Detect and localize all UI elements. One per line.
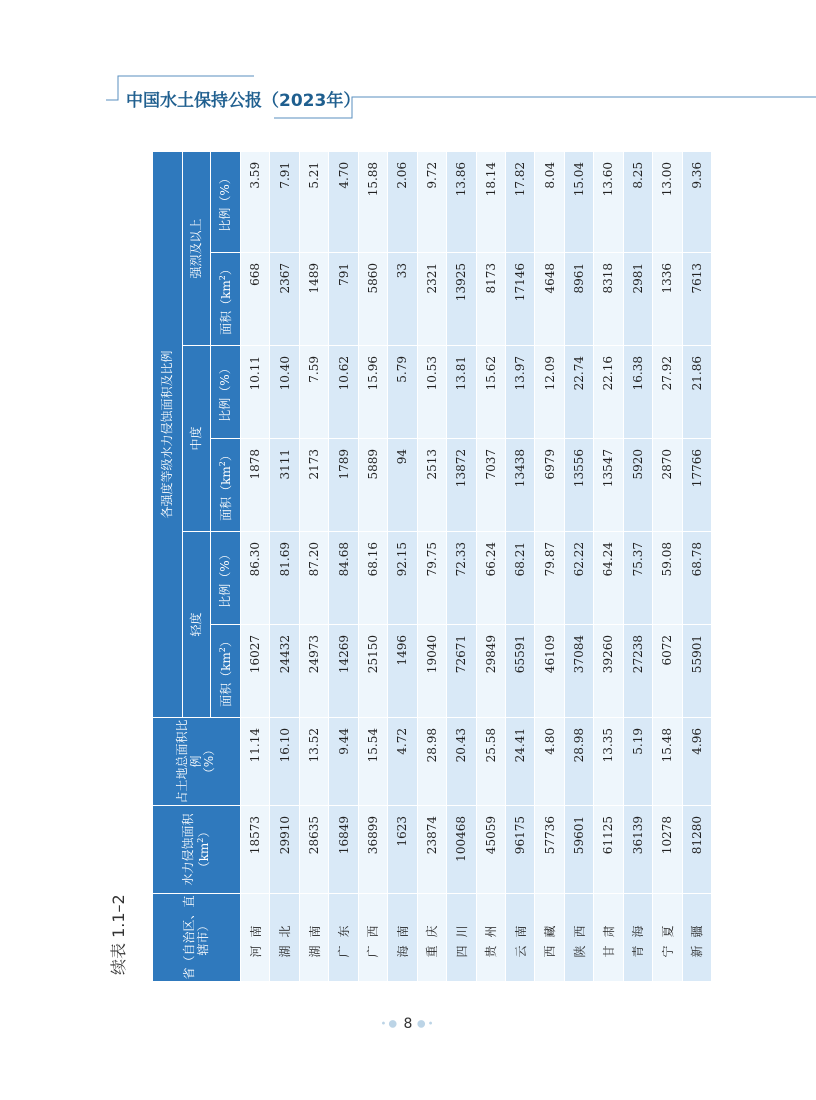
cell-value: 17766 <box>682 439 711 532</box>
table-row <box>241 151 270 981</box>
cell-value: 16.10 <box>270 718 299 806</box>
cell-value: 55901 <box>682 625 711 718</box>
cell-value: 12.09 <box>535 346 564 439</box>
cell-value: 8961 <box>564 253 593 346</box>
table-row <box>682 151 711 981</box>
cell-value: 17146 <box>505 253 534 346</box>
cell-value: 20.43 <box>447 718 476 806</box>
cell-value: 2173 <box>299 439 328 532</box>
cell-value: 45059 <box>476 806 505 894</box>
cell-value: 13.97 <box>505 346 534 439</box>
cell-value: 25.58 <box>476 718 505 806</box>
cell-value: 15.88 <box>358 151 387 252</box>
cell-value: 5860 <box>358 253 387 346</box>
header-area: 水力侵蚀面积 $(km^2)$ <box>153 806 241 894</box>
cell-value: 68.78 <box>682 532 711 625</box>
header-ratio: 占土地总面积比例 （%） <box>153 718 241 806</box>
cell-value: 57736 <box>535 806 564 894</box>
cell-value: 4.72 <box>388 718 417 806</box>
cell-value: 68.21 <box>505 532 534 625</box>
cell-value: 64.24 <box>594 532 623 625</box>
cell-value: 7.91 <box>270 151 299 252</box>
cell-value: 24.41 <box>505 718 534 806</box>
cell-value: 22.74 <box>564 346 593 439</box>
cell-value: 1623 <box>388 806 417 894</box>
cell-value: 15.62 <box>476 346 505 439</box>
cell-value: 18.14 <box>476 151 505 252</box>
header-grade-light: 轻度 <box>183 532 211 718</box>
cell-value: 72671 <box>447 625 476 718</box>
cell-value: 1496 <box>388 625 417 718</box>
cell-value: 86.30 <box>241 532 270 625</box>
cell-value: 100468 <box>447 806 476 894</box>
cell-value: 29849 <box>476 625 505 718</box>
cell-value: 28635 <box>299 806 328 894</box>
cell-value: 33 <box>388 253 417 346</box>
cell-value: 15.48 <box>653 718 682 806</box>
cell-region: 海南 <box>388 894 417 982</box>
subheader-area: 面积$(km^2)$ <box>211 625 241 718</box>
cell-value: 10.53 <box>417 346 446 439</box>
cell-value: 17.82 <box>505 151 534 252</box>
cell-value: 62.22 <box>564 532 593 625</box>
cell-value: 27238 <box>623 625 652 718</box>
cell-value: 19040 <box>417 625 446 718</box>
cell-value: 59601 <box>564 806 593 894</box>
header-region: 省（自治区、直辖市） <box>153 894 241 982</box>
cell-value: 15.96 <box>358 346 387 439</box>
cell-value: 27.92 <box>653 346 682 439</box>
cell-value: 5889 <box>358 439 387 532</box>
cell-value: 7.59 <box>299 346 328 439</box>
cell-value: 28.98 <box>564 718 593 806</box>
table-row <box>358 151 387 981</box>
table-row <box>564 151 593 981</box>
cell-value: 13.52 <box>299 718 328 806</box>
cell-value: 8318 <box>594 253 623 346</box>
page-number: 8 <box>403 1016 413 1032</box>
cell-value: 36139 <box>623 806 652 894</box>
cell-value: 46109 <box>535 625 564 718</box>
cell-value: 3111 <box>270 439 299 532</box>
cell-value: 15.04 <box>564 151 593 252</box>
cell-value: 13547 <box>594 439 623 532</box>
cell-value: 25150 <box>358 625 387 718</box>
cell-value: 29910 <box>270 806 299 894</box>
cell-value: 10.62 <box>329 346 358 439</box>
cell-value: 66.24 <box>476 532 505 625</box>
cell-value: 7613 <box>682 253 711 346</box>
cell-region: 新疆 <box>682 894 711 982</box>
cell-value: 5.79 <box>388 346 417 439</box>
cell-value: 13.81 <box>447 346 476 439</box>
cell-value: 84.68 <box>329 532 358 625</box>
cell-value: 8173 <box>476 253 505 346</box>
cell-region: 甘肃 <box>594 894 623 982</box>
cell-value: 8.04 <box>535 151 564 252</box>
table-row <box>535 151 564 981</box>
cell-value: 24973 <box>299 625 328 718</box>
cell-value: 668 <box>241 253 270 346</box>
cell-value: 2.06 <box>388 151 417 252</box>
cell-value: 23874 <box>417 806 446 894</box>
table-row <box>299 151 328 981</box>
cell-region: 四川 <box>447 894 476 982</box>
cell-value: 2321 <box>417 253 446 346</box>
cell-value: 65591 <box>505 625 534 718</box>
cell-value: 59.08 <box>653 532 682 625</box>
publication-title: 中国水土保持公报（2023年） <box>126 91 361 111</box>
cell-value: 6979 <box>535 439 564 532</box>
cell-value: 14269 <box>329 625 358 718</box>
header-grade-moderate: 中度 <box>183 346 211 532</box>
cell-value: 13.35 <box>594 718 623 806</box>
header-grade-group: 各强度等级水力侵蚀面积及比例 <box>153 151 183 717</box>
cell-value: 79.75 <box>417 532 446 625</box>
cell-value: 1789 <box>329 439 358 532</box>
cell-value: 15.54 <box>358 718 387 806</box>
cell-value: 24432 <box>270 625 299 718</box>
cell-value: 4.80 <box>535 718 564 806</box>
cell-value: 4.96 <box>682 718 711 806</box>
header-frame-lines <box>0 0 816 130</box>
cell-region: 河南 <box>241 894 270 982</box>
subheader-ratio: 比例（%） <box>211 346 241 439</box>
cell-value: 2870 <box>653 439 682 532</box>
cell-region: 重庆 <box>417 894 446 982</box>
cell-value: 16.38 <box>623 346 652 439</box>
cell-value: 16027 <box>241 625 270 718</box>
cell-region: 广东 <box>329 894 358 982</box>
cell-value: 2367 <box>270 253 299 346</box>
cell-value: 92.15 <box>388 532 417 625</box>
table-row <box>270 151 299 981</box>
cell-value: 3.59 <box>241 151 270 252</box>
cell-value: 81280 <box>682 806 711 894</box>
cell-value: 22.16 <box>594 346 623 439</box>
table-row <box>388 151 417 981</box>
cell-value: 5920 <box>623 439 652 532</box>
subheader-ratio: 比例（%） <box>211 532 241 625</box>
cell-value: 10.11 <box>241 346 270 439</box>
table-row <box>505 151 534 981</box>
cell-value: 13438 <box>505 439 534 532</box>
erosion-table <box>152 151 712 982</box>
table-row <box>329 151 358 981</box>
cell-value: 7037 <box>476 439 505 532</box>
table-row <box>476 151 505 981</box>
footer-dots-left: •● <box>380 1018 400 1030</box>
cell-value: 61125 <box>594 806 623 894</box>
cell-value: 6072 <box>653 625 682 718</box>
table-row <box>447 151 476 981</box>
cell-value: 13.86 <box>447 151 476 252</box>
table-row <box>417 151 446 981</box>
subheader-area: 面积$(km^2)$ <box>211 253 241 346</box>
page-header <box>0 0 816 130</box>
cell-value: 4648 <box>535 253 564 346</box>
cell-value: 68.16 <box>358 532 387 625</box>
cell-value: 37084 <box>564 625 593 718</box>
cell-value: 39260 <box>594 625 623 718</box>
cell-value: 10278 <box>653 806 682 894</box>
cell-value: 75.37 <box>623 532 652 625</box>
cell-value: 9.36 <box>682 151 711 252</box>
cell-region: 湖南 <box>299 894 328 982</box>
subheader-ratio: 比例（%） <box>211 151 241 252</box>
cell-value: 791 <box>329 253 358 346</box>
header-grade-intense: 强烈及以上 <box>183 151 211 345</box>
table-row <box>653 151 682 981</box>
cell-value: 10.40 <box>270 346 299 439</box>
cell-value: 13556 <box>564 439 593 532</box>
table-container <box>152 152 711 982</box>
cell-value: 2981 <box>623 253 652 346</box>
subheader-area: 面积$(km^2)$ <box>211 439 241 532</box>
cell-value: 96175 <box>505 806 534 894</box>
cell-value: 13925 <box>447 253 476 346</box>
cell-region: 云南 <box>505 894 534 982</box>
cell-value: 21.86 <box>682 346 711 439</box>
cell-value: 11.14 <box>241 718 270 806</box>
table-row <box>594 151 623 981</box>
cell-value: 81.69 <box>270 532 299 625</box>
cell-value: 18573 <box>241 806 270 894</box>
cell-region: 西藏 <box>535 894 564 982</box>
cell-value: 94 <box>388 439 417 532</box>
cell-value: 1878 <box>241 439 270 532</box>
cell-region: 青海 <box>623 894 652 982</box>
cell-value: 16849 <box>329 806 358 894</box>
cell-value: 36899 <box>358 806 387 894</box>
cell-value: 5.19 <box>623 718 652 806</box>
cell-value: 9.72 <box>417 151 446 252</box>
cell-value: 4.70 <box>329 151 358 252</box>
cell-value: 5.21 <box>299 151 328 252</box>
cell-region: 陕西 <box>564 894 593 982</box>
cell-value: 13872 <box>447 439 476 532</box>
cell-value: 87.20 <box>299 532 328 625</box>
cell-region: 贵州 <box>476 894 505 982</box>
cell-value: 2513 <box>417 439 446 532</box>
cell-value: 1336 <box>653 253 682 346</box>
cell-value: 1489 <box>299 253 328 346</box>
footer-dots-right: ●• <box>416 1018 436 1030</box>
cell-region: 宁夏 <box>653 894 682 982</box>
cell-value: 28.98 <box>417 718 446 806</box>
cell-region: 广西 <box>358 894 387 982</box>
cell-value: 9.44 <box>329 718 358 806</box>
cell-value: 79.87 <box>535 532 564 625</box>
cell-value: 72.33 <box>447 532 476 625</box>
page-footer <box>0 1016 816 1032</box>
cell-region: 湖北 <box>270 894 299 982</box>
table-row <box>623 151 652 981</box>
table-caption: 续表 1.1–2 <box>109 894 128 975</box>
cell-value: 13.60 <box>594 151 623 252</box>
cell-value: 13.00 <box>653 151 682 252</box>
cell-value: 8.25 <box>623 151 652 252</box>
